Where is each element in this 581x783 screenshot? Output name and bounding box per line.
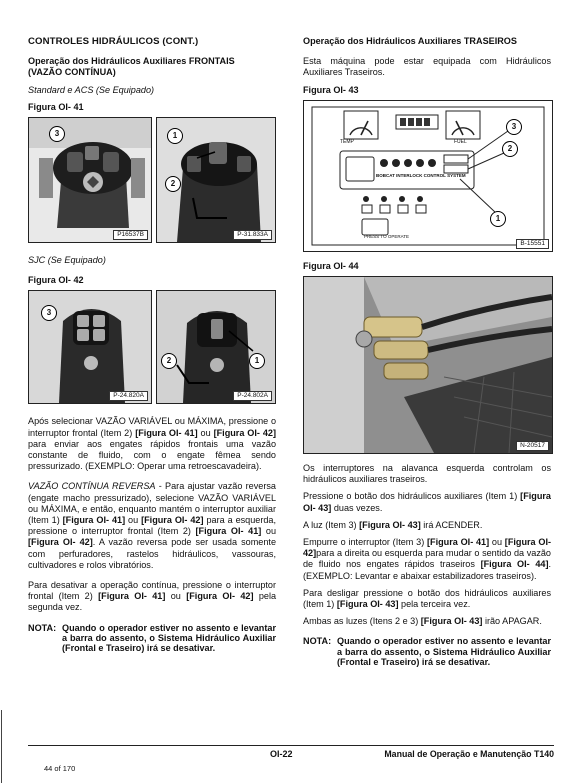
right-column xyxy=(303,36,551,668)
reverse-flow-heading: VAZÃO CONTÍNUA REVERSA xyxy=(28,481,156,492)
callout-2: 2 xyxy=(161,353,177,369)
page-counter: 44 of 170 xyxy=(44,764,76,773)
section-title-rear: Operação dos Hidráulicos Auxiliares TRASEIROS xyxy=(303,36,517,46)
paragraph-reverse-flow: VAZÃO CONTÍNUA REVERSA - Para ajustar vazão reversa (engate macho pressurizado), selecione VAZÃO VARIÁVEL ou MÁXIMA, e então, enquanto mantém o interruptor auxiliar (Item 1) [Figura OI- 41] ou [Figura OI- 42] para a esquerda, pressione o interruptor frontal (Item 2) [Figura OI- 41] ou [Figura OI- 42]. A vazão reversa pode ser usada somente com perfuradores, rastelos hidráulicos, vassouras, cultivadores e rolos vibratórios. xyxy=(28,481,277,570)
rear-paragraph-6: Ambas as luzes (Itens 2 e 3) [Figura OI- 43] irão APAGAR. xyxy=(303,616,542,627)
callout-2: 2 xyxy=(165,176,181,192)
figure-ref[interactable]: [Figura OI- 41] xyxy=(98,591,166,602)
figure-ref[interactable]: [Figura OI- 42] xyxy=(141,515,204,526)
page-code: OI-22 xyxy=(270,749,293,759)
footer-rule xyxy=(28,745,554,746)
figure-44-photo xyxy=(303,276,553,454)
figure-42b-photo xyxy=(156,290,276,404)
figure-ref[interactable]: [Figura OI- 41] xyxy=(427,537,490,548)
intro-text: Esta máquina pode estar equipada com Hidráulicos Auxiliares Traseiros. xyxy=(303,56,551,78)
figure-ref[interactable]: [Figura OI- 43] xyxy=(336,599,399,610)
figure-42 xyxy=(28,290,276,404)
figure-42-label: Figura OI- 42 xyxy=(28,275,84,286)
gauge-fuel-label: FUEL xyxy=(454,138,467,145)
figure-ref[interactable]: [Figura OI- 43] xyxy=(303,491,551,513)
figure-ref[interactable]: [Figura OI- 41] xyxy=(135,427,198,438)
subtitle xyxy=(28,56,276,78)
left-column xyxy=(28,36,276,654)
callout-1: 1 xyxy=(249,353,265,369)
note-block xyxy=(28,623,276,654)
rear-paragraph-4: Empurre o interruptor (Item 3) [Figura OI- 41] ou [Figura OI- 42]para a direita ou esquerda para mudar o sentido da vazão de fluido nos engates rápidos traseiros [Figura OI- 44]. (EXEMPLO: Levantar e abaixar estabilizadores traseiros). xyxy=(303,537,552,581)
callout-3: 3 xyxy=(506,119,522,135)
figure-ref[interactable]: [Figura OI- 42] xyxy=(186,591,254,602)
rear-paragraph-1: Os interruptores na alavanca esquerda controlam os hidráulicos auxiliares traseiros. xyxy=(303,463,551,485)
panel-press-text: PRESS TO OPERATE xyxy=(364,233,410,239)
viewer-edge xyxy=(1,710,2,783)
rear-paragraph-2: Pressione o botão dos hidráulicos auxiliares (Item 1) [Figura OI- 43] duas vezes. xyxy=(303,491,551,513)
sjc-label: SJC (Se Equipado) xyxy=(28,255,106,266)
figure-41a-code: P16537B xyxy=(113,230,148,240)
figure-ref[interactable]: [Figura OI- 42] xyxy=(303,537,552,559)
rear-paragraph-5: Para desligar pressione o botão dos hidráulicos auxiliares (Item 1) [Figura OI- 43] pela terceira vez. xyxy=(303,587,551,610)
figure-43-panel xyxy=(303,100,553,252)
figure-44-label: Figura OI- 44 xyxy=(303,260,359,271)
figure-ref[interactable]: [Figura OI- 41] xyxy=(195,526,262,537)
callout-1: 1 xyxy=(167,128,183,144)
figure-41b-photo xyxy=(156,117,276,243)
figure-ref[interactable]: [Figura OI- 44] xyxy=(480,559,549,570)
gauge-temp-label: TEMP xyxy=(340,138,354,145)
figure-43-code: B-15551 xyxy=(516,239,549,249)
callout-1: 1 xyxy=(490,211,506,227)
subtitle-line-1: Operação dos Hidráulicos Auxiliares FRONTAIS xyxy=(28,56,235,67)
figure-ref[interactable]: [Figura OI- 43] xyxy=(359,519,421,530)
standard-acs-label: Standard e ACS (Se Equipado) xyxy=(28,84,155,95)
rear-paragraph-3: A luz (Item 3) [Figura OI- 43] irá ACENDER. xyxy=(303,519,483,530)
subtitle-line-2: (VAZÃO CONTÍNUA) xyxy=(28,67,116,78)
figure-ref[interactable]: [Figura OI- 43] xyxy=(420,616,483,627)
note-text: Quando o operador estiver no assento e levantar a barra do assento, o Sistema Hidráulico Auxiliar (Frontal e Traseiro) irá se desativar. xyxy=(62,622,276,654)
figure-ref[interactable]: [Figura OI- 41] xyxy=(62,515,126,526)
paragraph-deactivate: Para desativar a operação contínua, pressione o interruptor frontal (Item 2) [Figura OI- 41] ou [Figura OI- 42] pela segunda vez. xyxy=(28,580,277,613)
panel-title: BOBCAT INTERLOCK CONTROL SYSTEM xyxy=(376,172,466,178)
figure-42b-code: P-24.802A xyxy=(233,391,272,401)
figure-41 xyxy=(28,117,276,243)
figure-41a-photo xyxy=(28,117,152,243)
figure-42a-code: P-24.820A xyxy=(109,391,148,401)
note-block-rear xyxy=(303,636,551,667)
callout-2: 2 xyxy=(502,141,518,157)
callout-3: 3 xyxy=(49,126,65,142)
figure-43-label: Figura OI- 43 xyxy=(303,84,359,95)
manual-title: Manual de Operação e Manutenção T140 xyxy=(384,749,554,759)
figure-41-label: Figura OI- 41 xyxy=(28,101,84,112)
figure-44-code: N-20517 xyxy=(516,441,549,451)
figure-41b-code: P-31.833A xyxy=(233,230,272,240)
callout-3: 3 xyxy=(41,305,57,321)
section-title: CONTROLES HIDRÁULICOS (CONT.) xyxy=(28,36,199,47)
figure-42a-photo xyxy=(28,290,152,404)
figure-ref[interactable]: [Figura OI- 42] xyxy=(28,537,93,548)
figure-ref[interactable]: [Figura OI- 42] xyxy=(213,427,276,438)
paragraph-variable-flow: Após selecionar VAZÃO VARIÁVEL ou MÁXIMA, pressione o interruptor frontal (Item 2) [Figura OI- 41] ou [Figura OI- 42] para enviar aos engates rápidos frontais uma vazão constante de fluido, com o engate fêmea sendo pressurizado. (EXEMPLO: Operar uma retroescavadeira). xyxy=(28,416,276,472)
note-key: NOTA: xyxy=(303,636,332,647)
note-text: Quando o operador estiver no assento e levantar a barra do assento, o Sistema Hidráulico Auxiliar (Frontal e Traseiro) irá se desativar. xyxy=(337,636,551,668)
note-key: NOTA: xyxy=(28,622,57,633)
